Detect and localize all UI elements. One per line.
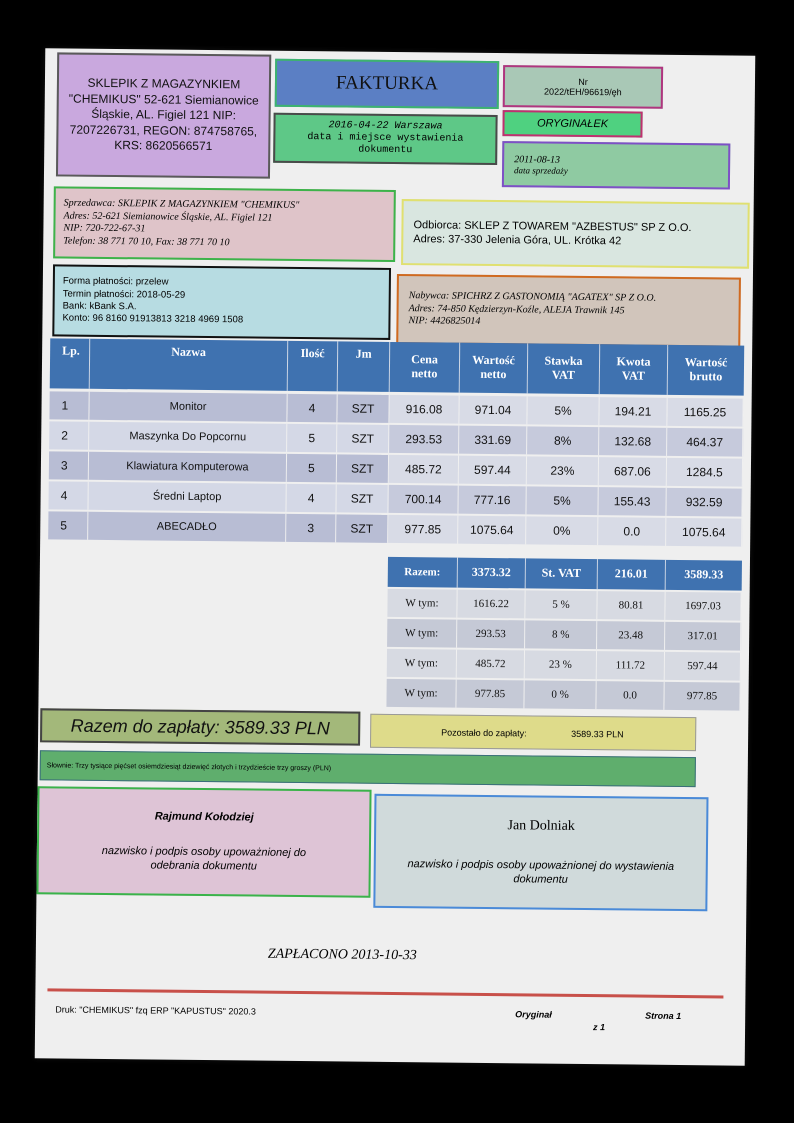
cell-lp: 3 [49,451,89,479]
summary-cell-label: W tym: [386,679,456,708]
receiver-caption: nazwisko i podpis osoby upoważnionej do odebrania dokumentu [101,844,307,873]
payment-form: Forma płatności: przelew [62,275,169,288]
header-gross: Wartość brutto [668,345,745,396]
summary-cell-label: W tym: [387,619,457,648]
cell-net-price: 977.85 [388,515,458,544]
cell-vat-amount: 155.43 [598,487,666,516]
summary-cell-rate: 23 % [525,650,597,679]
sale-date-box [502,141,730,189]
footer-original: Oryginał [515,1009,552,1020]
summary-cell-gross: 1697.03 [665,592,741,621]
payment-box [52,264,391,340]
cell-net-price: 293.53 [389,425,459,454]
cell-lp: 5 [48,511,88,539]
header-vat-rate: Stawka VAT [528,343,601,394]
cell-net-value: 971.04 [459,396,527,425]
invoice-page [35,48,756,1065]
sale-date: 2011-08-13 [514,153,561,166]
cell-vat-rate: 5% [526,486,598,515]
cell-net-value: 1075.64 [458,516,526,545]
amount-in-words-box [40,750,696,787]
payment-due: Termin płatności: 2018-05-29 [62,288,186,301]
cell-lp: 1 [49,391,89,419]
cell-net-price: 916.08 [389,395,459,424]
buyer-address: Adres: 74-850 Kędzierzyn-Koźle, ALEJA Trawnik 145 [408,302,625,317]
cell-vat-amount: 0.0 [598,517,666,546]
cell-name: Klawiatura Komputerowa [89,452,287,482]
cell-name: ABECADŁO [88,512,286,542]
recipient-box [401,199,750,269]
cell-qty: 4 [286,484,336,513]
cell-unit: SZT [337,424,389,453]
cell-qty: 4 [287,394,337,423]
summary-total-vat: 216.01 [598,559,666,590]
cell-unit: SZT [336,514,388,543]
cell-name: Maszynka Do Popcornu [89,422,287,452]
summary-cell-net: 1616.22 [457,590,525,619]
summary-total-gross: 3589.33 [666,560,742,591]
invoice-number-box [503,65,663,109]
doc-title-box [275,59,499,109]
cell-gross: 1284.5 [667,458,743,487]
header-unit: Jm [338,341,391,392]
sale-date-caption: data sprzedaży [514,164,568,176]
header-name: Nazwa [90,339,289,391]
recipient-address: Adres: 37-330 Jelenia Góra, UL. Krótka 42 [413,233,622,248]
header-net-price: Cena netto [390,342,461,393]
seller-name: Sprzedawca: SKLEPIK Z MAGAZYNKIEM "CHEMIKUS" [63,197,300,211]
cell-unit: SZT [337,454,389,483]
invoice-number-label: Nr [578,76,588,87]
summary-cell-net: 293.53 [457,620,525,649]
cell-vat-rate: 0% [526,516,598,545]
cell-net-price: 485.72 [389,455,459,484]
amount-due: Razem do zapłaty: 3589.33 PLN [70,715,330,738]
summary-cell-vat: 23.48 [597,621,665,650]
seller-nip: NIP: 720-722-67-31 [63,222,146,235]
cell-vat-rate: 23% [527,456,599,485]
header-lp: Lp. [50,338,91,388]
cell-gross: 1165.25 [667,398,743,427]
seller-address: Adres: 52-621 Siemianowice Śląskie, AL. Figiel 121 [63,210,273,224]
cell-qty: 5 [287,454,337,483]
original-label-box [502,110,642,137]
cell-qty: 3 [286,514,336,543]
cell-qty: 5 [287,424,337,453]
issuer-caption: nazwisko i podpis osoby upoważnionej do wystawienia dokumentu [407,857,675,886]
summary-vat-label: St. VAT [526,558,598,589]
issue-date-box [273,113,498,165]
cell-name: Średni Laptop [88,482,286,512]
cell-vat-amount: 132.68 [599,427,667,456]
summary-cell-vat: 111.72 [597,651,665,680]
footer-page: Strona 1 [645,1010,682,1022]
cell-gross: 464.37 [667,428,743,457]
seller-phone: Telefon: 38 771 70 10, Fax: 38 771 70 10 [63,235,230,248]
footer-divider [47,988,723,998]
cell-net-value: 331.69 [459,426,527,455]
summary-cell-net: 485.72 [457,650,525,679]
cell-vat-rate: 5% [527,396,599,425]
header-vat-amount: Kwota VAT [600,344,669,395]
recipient-name: Odbiorca: SKLEP Z TOWAREM "AZBESTUS" SP Z O.O. [413,218,692,234]
cell-lp: 4 [48,481,88,509]
payment-bank: Bank: kBank S.A. [62,300,137,313]
cell-vat-rate: 8% [527,426,599,455]
issue-date-caption: data i miejsce wystawienia dokumentu [307,132,464,157]
cell-net-price: 700.14 [388,485,458,514]
cell-unit: SZT [336,484,388,513]
doc-title: FAKTURKA [335,72,439,95]
summary-cell-rate: 8 % [525,620,597,649]
summary-cell-label: W tym: [387,589,457,618]
cell-net-value: 597.44 [459,456,527,485]
summary-cell-vat: 0.0 [596,681,664,710]
cell-gross: 1075.64 [666,518,742,547]
summary-cell-label: W tym: [387,649,457,678]
summary-cell-gross: 977.85 [664,682,740,711]
amount-due-box [40,708,360,745]
cell-name: Monitor [89,392,287,422]
remaining-label: Pozostało do zapłaty: [441,727,527,739]
payment-account: Konto: 96 8160 91913813 3218 4969 1508 [62,312,244,326]
remaining-box [370,714,696,751]
cell-lp: 2 [49,421,89,449]
summary-cell-vat: 80.81 [597,591,665,620]
receiver-name: Rajmund Kołodziej [154,810,254,824]
summary-total-label: Razem: [388,557,458,588]
receiver-signature-box [36,786,371,897]
cell-net-value: 777.16 [458,486,526,515]
cell-unit: SZT [337,394,389,423]
summary-cell-rate: 0 % [524,680,596,709]
seller-header-text: SKLEPIK Z MAGAZYNKIEM "CHEMIKUS" 52-621 Siemianowice Śląskie, AL. Figiel 121 NIP: 7207226731, REGON: 874758765, KRS: 8620566571 [68,75,259,154]
cell-vat-amount: 194.21 [599,397,667,426]
seller-box [53,186,396,262]
header-qty: Ilość [288,341,339,392]
footer-page-total: z 1 [593,1022,606,1033]
buyer-nip: NIP: 4426825014 [408,315,481,328]
invoice-number: 2022/tEH/96619/ęh [544,86,622,98]
issuer-signature-box [373,794,708,911]
original-label: ORYGINAŁEK [536,117,609,131]
amount-in-words: Słownie: Trzy tysiące pięćset osiemdziesiąt dziewięć złotych i trzydzieście trzy groszy (PLN) [46,761,332,772]
summary-total-net: 3373.32 [458,558,526,589]
summary-cell-net: 977.85 [456,680,524,709]
cell-gross: 932.59 [666,488,742,517]
footer-print: Druk: "CHEMIKUS" fzq ERP "KAPUSTUS" 2020.3 [55,1004,256,1017]
issuer-name: Jan Dolniak [507,817,575,834]
issue-date-line: 2016-04-22 Warszawa [328,120,443,133]
summary-cell-rate: 5 % [525,590,597,619]
summary-cell-gross: 317.01 [665,622,741,651]
seller-header-box [56,52,271,178]
summary-cell-gross: 597.44 [665,652,741,681]
remaining-value: 3589.33 PLN [571,728,624,740]
buyer-box [396,274,741,348]
header-net-value: Wartość netto [460,343,529,394]
cell-vat-amount: 687.06 [599,457,667,486]
buyer-name: Nabywca: SPICHRZ Z GASTONOMIĄ "AGATEX" SP Z O.O. [408,290,657,304]
paid-stamp: ZAPŁACONO 2013-10-33 [267,946,417,964]
